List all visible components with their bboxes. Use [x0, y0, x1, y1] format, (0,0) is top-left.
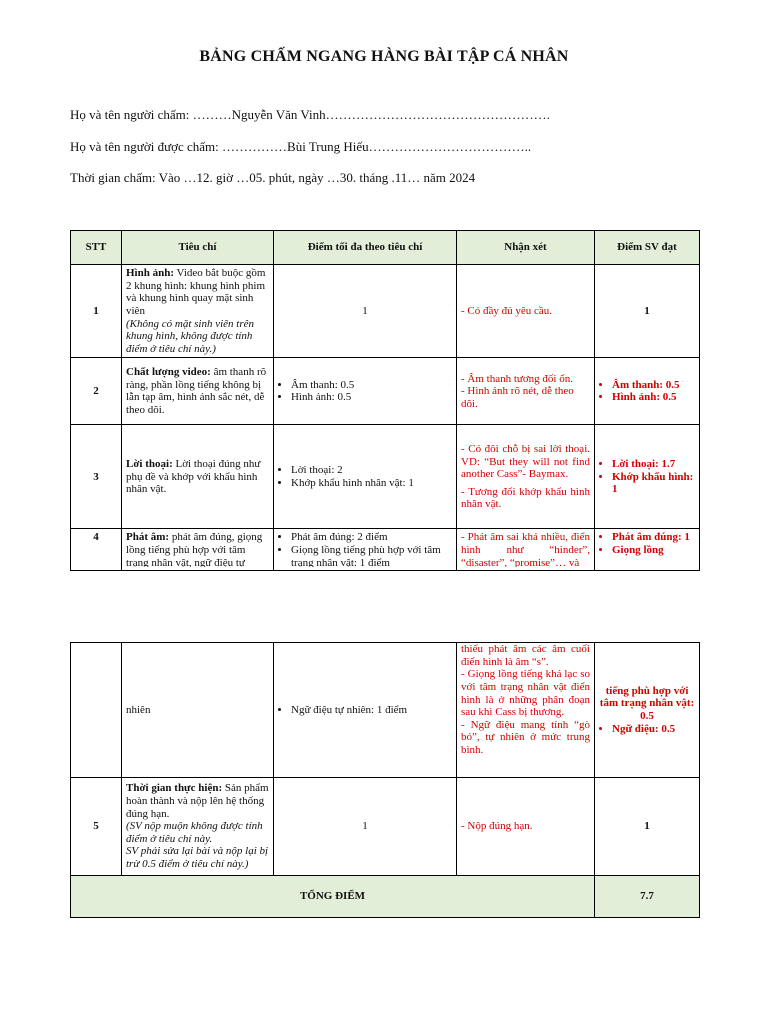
table-row [71, 778, 700, 876]
row-stt: 4 [71, 529, 122, 571]
table-row [71, 643, 700, 778]
criteria-note: (Không có mặt sinh viên trên khung hình, không được tính điểm ở tiêu chí này.) [126, 317, 255, 355]
grading-table-continued [70, 642, 700, 918]
criteria-cell: nhiên [122, 643, 274, 778]
header-max-score: Điểm tối đa theo tiêu chí [274, 231, 457, 265]
header-comment: Nhận xét [457, 231, 595, 265]
comment-line: - Tương đối khớp khẩu hình nhân vật. [461, 485, 590, 511]
row-stt: 1 [71, 265, 122, 358]
list-item: • Hình ảnh: 0.5 [612, 391, 695, 404]
total-row [71, 876, 700, 918]
total-value: 7.7 [595, 876, 700, 918]
criteria-cell [122, 529, 274, 571]
criteria-title: Chất lượng video: [126, 366, 211, 379]
max-score-cell [274, 425, 457, 529]
criteria-note: SV phải sửa lại bài và nộp lại bị trừ 0.5 điểm ở tiêu chí này.) [126, 845, 269, 871]
list-item: • Phát âm đúng: 2 điểm [291, 531, 452, 544]
total-label: TỔNG ĐIỂM [71, 876, 595, 918]
comment-line: - Giọng lồng tiếng khá lạc so với tâm trạng nhân vật điển hình là ở những phân đoạn sau khi Cass bị thương. [461, 668, 590, 719]
list-item: • Lời thoại: 1.7 [612, 458, 695, 471]
list-item: • Ngữ điệu tự nhiên: 1 điểm [291, 704, 452, 717]
list-item: • Giọng lồng [612, 544, 695, 557]
comment-line: - Có đôi chỗ bị sai lời thoại. VD: “But they will not find another Cass”- Baymax. [461, 442, 590, 481]
criteria-note: (SV nộp muộn không được tính điểm ở tiêu chí này. [126, 820, 263, 845]
table-row [71, 529, 700, 571]
table-header-row [71, 231, 700, 265]
criteria-text: âm thanh rõ ràng, phần lồng tiếng không bị lẫn tạp âm, hình ảnh sắc nét, dễ theo dõi. [126, 366, 267, 417]
table-row [71, 425, 700, 529]
document-title: BẢNG CHẤM NGANG HÀNG BÀI TẬP CÁ NHÂN [199, 48, 569, 65]
score-cell: 1 [595, 265, 700, 358]
criteria-cell [122, 265, 274, 358]
criteria-title: Phát âm: [126, 531, 170, 544]
criteria-text: phát âm đúng, giọng lồng tiếng phù hợp với tâm trạng nhân vật, ngữ điệu tự [126, 531, 263, 568]
gradee-line: Họ và tên người được chấm: ……………Bùi Trung Hiếu……………………………….. [70, 139, 532, 154]
list-item: • Giọng lồng tiếng phù hợp với tâm trạng nhân vật: 1 điểm [291, 544, 452, 567]
criteria-text: Sản phẩm hoàn thành và nộp lên hệ thống đúng hạn. [126, 782, 269, 820]
row-stt [71, 643, 122, 778]
score-cell: 1 [595, 778, 700, 876]
max-score-cell: 1 [274, 265, 457, 358]
list-item: • Hình ảnh: 0.5 [291, 391, 452, 404]
list-item: • Âm thanh: 0.5 [612, 379, 695, 392]
header-stt: STT [71, 231, 122, 265]
comment-cell [457, 643, 595, 778]
comment-line: - Âm thanh tương đối ổn. [461, 372, 573, 385]
table-row [71, 265, 700, 358]
list-item: • Khớp khẩu hình nhân vật: 1 [291, 477, 452, 490]
criteria-cell [122, 358, 274, 425]
list-item: • Khớp khẩu hình: 1 [612, 471, 695, 496]
grading-table [70, 230, 700, 571]
score-cell [595, 358, 700, 425]
score-cell [595, 529, 700, 571]
criteria-cell [122, 425, 274, 529]
max-score-cell [274, 358, 457, 425]
max-score-cell [274, 529, 457, 571]
comment-line: thiếu phát âm các âm cuối điển hình là âm “s”. [461, 643, 590, 668]
criteria-title: Lời thoại: [126, 458, 173, 471]
header-student-score: Điểm SV đạt [595, 231, 700, 265]
criteria-text: Lời thoại đúng như phụ đề và khớp với khẩu hình nhân vật. [126, 458, 261, 496]
comment-cell: - Nộp đúng hạn. [457, 778, 595, 876]
criteria-cell [122, 778, 274, 876]
table-row [71, 358, 700, 425]
header-criteria: Tiêu chí [122, 231, 274, 265]
max-score-cell: 1 [274, 778, 457, 876]
criteria-text: Video bắt buộc gồm 2 khung hình: khung hình phim và khung hình quay mặt sinh viên [126, 267, 266, 317]
score-line: tiếng phù hợp với tâm trạng nhân vật: 0.5 [599, 684, 695, 722]
grading-time-line: Thời gian chấm: Vào …12. giờ …05. phút, ngày …30. tháng .11… năm 2024 [70, 170, 476, 185]
criteria-title: Hình ảnh: [126, 267, 174, 279]
list-item: • Ngữ điệu: 0.5 [612, 723, 695, 736]
row-stt: 2 [71, 358, 122, 425]
comment-text: - Phát âm sai khá nhiều, điển hình như “hinder”, “disaster”, “promise”… và [461, 531, 590, 568]
comment-line: - Hình ảnh rõ nét, dễ theo dõi. [461, 385, 574, 410]
list-item: • Âm thanh: 0.5 [291, 379, 452, 392]
max-score-cell [274, 643, 457, 778]
grader-line: Họ và tên người chấm: ………Nguyễn Văn Vinh……………………………………………. [70, 107, 550, 122]
comment-line: - Ngữ điệu mang tính “gò bó”, tự nhiên ở mức trung bình. [461, 718, 590, 757]
row-stt: 3 [71, 425, 122, 529]
score-cell [595, 643, 700, 778]
list-item: • Lời thoại: 2 [291, 464, 452, 477]
list-item: • Phát âm đúng: 1 [612, 531, 695, 544]
comment-cell [457, 425, 595, 529]
comment-cell: - Có đầy đủ yêu cầu. [457, 265, 595, 358]
criteria-title: Thời gian thực hiện: [126, 782, 223, 795]
comment-cell [457, 529, 595, 571]
comment-cell [457, 358, 595, 425]
score-cell [595, 425, 700, 529]
row-stt: 5 [71, 778, 122, 876]
